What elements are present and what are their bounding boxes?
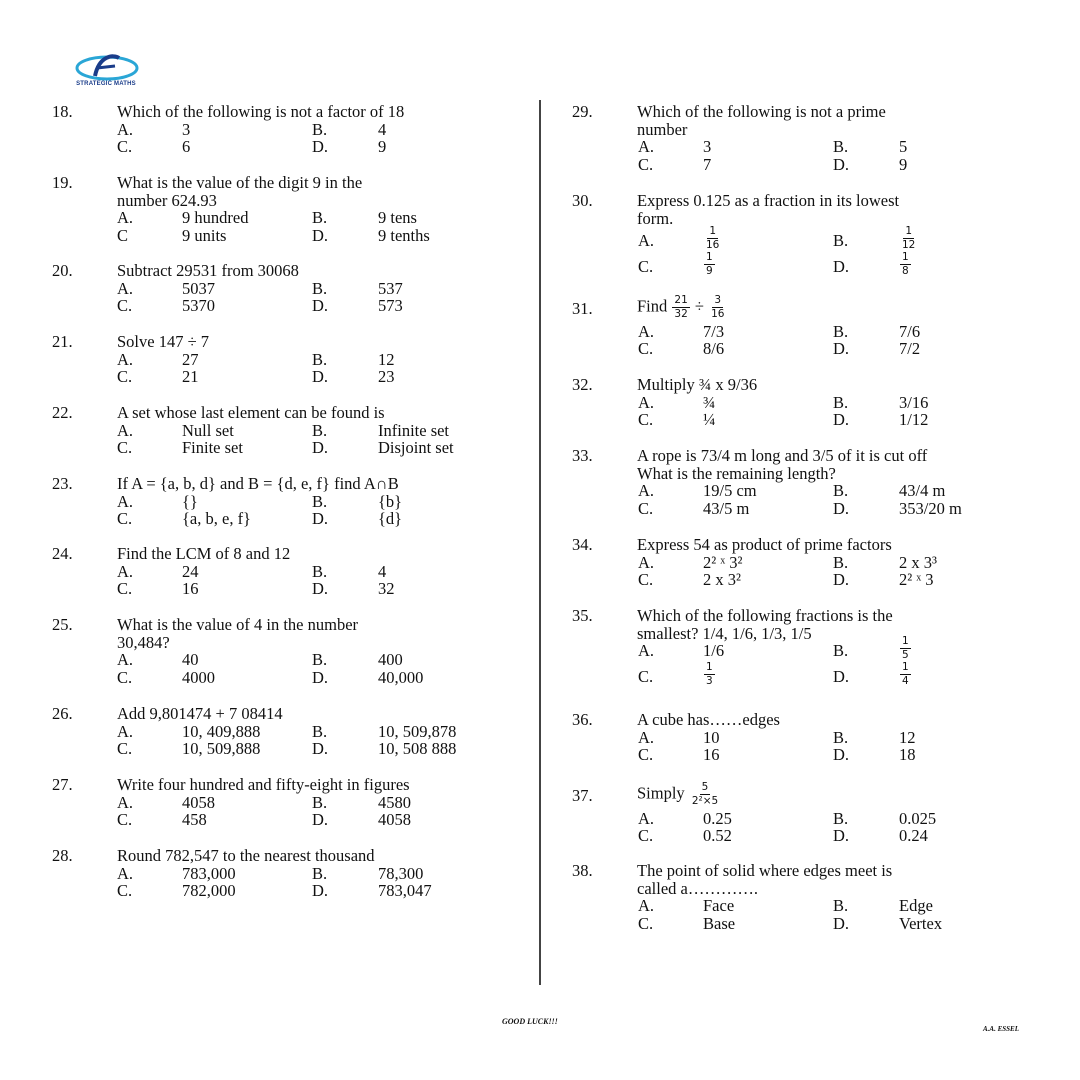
option-letter: D.	[833, 154, 850, 174]
option-letter: A.	[638, 641, 655, 661]
question-text: Find the LCM of 8 and 12	[117, 544, 291, 563]
option-letter: C.	[117, 137, 133, 157]
option-letter: A.	[638, 321, 655, 341]
option-letter: B.	[833, 808, 849, 828]
option-value: Base	[703, 913, 736, 933]
option-letter: D.	[312, 225, 329, 245]
logo	[57, 50, 155, 94]
question-number: 30.	[572, 191, 593, 210]
question-text: A rope is 73/4 m long and 3/5 of it is cut off	[637, 446, 928, 465]
fraction: $\frac{1}{3}$	[706, 661, 713, 688]
option-value: 10, 508 888	[378, 739, 457, 759]
option-letter: A.	[638, 808, 655, 828]
option-value: 40	[182, 650, 199, 670]
option-letter: D.	[312, 667, 329, 687]
option-value: 19/5 cm	[703, 481, 757, 501]
option-letter: C.	[638, 667, 654, 687]
option-letter: B.	[833, 481, 849, 501]
option-letter: D.	[833, 667, 850, 687]
option-letter: C.	[117, 881, 133, 901]
option-value: {}	[182, 491, 198, 511]
option-letter: D.	[833, 339, 850, 359]
question-text: A set whose last element can be found is	[117, 403, 385, 422]
option-letter: A.	[117, 863, 134, 883]
option-letter: C.	[638, 154, 654, 174]
option-value	[703, 662, 716, 687]
question-text: Express 54 as product of prime factors	[637, 535, 892, 554]
option-value: 9 hundred	[182, 208, 249, 228]
option-value: 16	[182, 579, 199, 599]
option-value: 4580	[378, 792, 411, 812]
option-letter: C.	[638, 913, 654, 933]
question-text: Which of the following is not a prime	[637, 102, 886, 121]
option-value: 400	[378, 650, 403, 670]
option-letter: A.	[117, 420, 134, 440]
option-letter: B.	[833, 321, 849, 341]
question-text: Multiply ¾ x 9/36	[637, 375, 758, 394]
question-text: 30,484?	[117, 632, 170, 652]
option-value: Vertex	[899, 913, 943, 933]
option-value: 32	[378, 579, 395, 599]
option-letter: B.	[833, 641, 849, 661]
option-letter: D.	[833, 257, 850, 277]
option-value: 2² ˣ 3	[899, 570, 934, 590]
option-value: 9 units	[182, 225, 227, 245]
option-letter: D.	[312, 438, 329, 458]
option-value: 782,000	[182, 881, 236, 901]
option-letter: A.	[638, 896, 655, 916]
option-value: 12	[899, 727, 916, 747]
question-text: Round 782,547 to the nearest thousand	[117, 846, 375, 865]
option-letter: C.	[117, 579, 133, 599]
option-value: {a, b, e, f}	[182, 509, 251, 529]
option-value: 18	[899, 745, 916, 765]
option-value: 24	[182, 561, 199, 581]
option-value: 7/2	[899, 339, 921, 359]
option-value: {d}	[378, 509, 403, 529]
option-value: 9 tens	[378, 208, 417, 228]
option-letter: B.	[312, 561, 328, 581]
option-value: 2 x 3²	[703, 570, 741, 590]
option-value: 3	[703, 137, 712, 157]
option-letter: D.	[312, 509, 329, 529]
option-letter: C.	[638, 339, 654, 359]
option-value: 8/6	[703, 339, 725, 359]
option-letter: A.	[638, 392, 655, 412]
option-letter: D.	[312, 810, 329, 830]
option-value: 2² ˣ 3²	[703, 552, 743, 572]
option-value: 1/6	[703, 641, 725, 661]
option-letter: A.	[638, 727, 655, 747]
option-value: 5370	[182, 296, 215, 316]
option-letter: C.	[117, 739, 133, 759]
option-value	[899, 662, 912, 687]
option-value: 537	[378, 278, 403, 298]
question-text: Which of the following is not a factor of 18	[117, 102, 405, 121]
question-text: Write four hundred and fifty-eight in figures	[117, 775, 410, 794]
option-value: 4000	[182, 667, 215, 687]
option-letter: D.	[312, 881, 329, 901]
question-number: 35.	[572, 606, 593, 625]
option-letter: D.	[312, 296, 329, 316]
option-letter: A.	[117, 792, 134, 812]
question-text: What is the remaining length?	[637, 463, 836, 483]
option-letter: B.	[312, 863, 328, 883]
option-value: {b}	[378, 491, 403, 511]
option-value: 12	[378, 349, 395, 369]
option-value	[703, 226, 722, 251]
option-value: 7/3	[703, 321, 725, 341]
question-number: 24.	[52, 544, 73, 563]
option-letter: C.	[117, 810, 133, 830]
question-number: 31.	[572, 299, 593, 318]
option-letter: A.	[638, 552, 655, 572]
fraction: $\frac{1}{8}$	[902, 251, 909, 278]
option-value: 783,000	[182, 863, 236, 883]
option-value: 40,000	[378, 667, 424, 687]
option-letter: A.	[638, 137, 655, 157]
option-value: 7/6	[899, 321, 921, 341]
question-number: 27.	[52, 775, 73, 794]
option-letter: B.	[833, 392, 849, 412]
option-value	[899, 636, 912, 661]
option-letter: B.	[312, 349, 328, 369]
option-letter: A.	[117, 650, 134, 670]
option-letter: A.	[117, 119, 134, 139]
option-value: 5037	[182, 278, 215, 298]
logo-text: STRATEGIC MATHS	[76, 81, 136, 87]
question-text: What is the value of the digit 9 in the	[117, 173, 363, 192]
option-value: 7	[703, 154, 712, 174]
option-value: 4058	[182, 792, 215, 812]
question-number: 34.	[572, 535, 593, 554]
option-value: 3	[182, 119, 191, 139]
option-value: 4	[378, 119, 387, 139]
option-letter: C.	[117, 438, 133, 458]
option-value	[899, 252, 912, 277]
fraction: $\frac{1}{16}$	[706, 225, 720, 252]
question-text: What is the value of 4 in the number	[117, 615, 359, 634]
option-value: Finite set	[182, 438, 243, 458]
option-letter: A.	[117, 349, 134, 369]
question-text: The point of solid where edges meet is	[637, 861, 893, 880]
question-number: 37.	[572, 786, 593, 805]
option-letter: D.	[833, 410, 850, 430]
column-divider	[539, 100, 541, 985]
option-value: 4058	[378, 810, 411, 830]
option-value: ¼	[703, 410, 716, 430]
option-value: 21	[182, 367, 199, 387]
option-letter: C.	[638, 498, 654, 518]
question-text: Simply $\frac{5}{\text{2²×5}}$	[637, 781, 719, 807]
option-value: 16	[703, 745, 720, 765]
option-value: 353/20 m	[899, 498, 962, 518]
option-value: 78,300	[378, 863, 424, 883]
option-value: 4	[378, 561, 387, 581]
option-letter: C.	[117, 296, 133, 316]
option-letter: B.	[312, 721, 328, 741]
fraction: $\frac{1}{9}$	[706, 251, 713, 278]
option-value: 9	[378, 137, 387, 157]
question-text: called a………….	[637, 878, 758, 898]
option-value: 10	[703, 727, 720, 747]
question-number: 29.	[572, 102, 593, 121]
question-text: Solve 147 ÷ 7	[117, 332, 210, 351]
option-value: Infinite set	[378, 420, 450, 440]
option-letter: C.	[638, 570, 654, 590]
question-number: 21.	[52, 332, 73, 351]
option-letter: D.	[312, 137, 329, 157]
option-letter: B.	[312, 491, 328, 511]
option-value: 6	[182, 137, 191, 157]
fraction: $\frac{1}{12}$	[902, 225, 916, 252]
option-value: Null set	[182, 420, 234, 440]
option-letter: D.	[833, 570, 850, 590]
option-letter: B.	[833, 896, 849, 916]
option-letter: C.	[638, 257, 654, 277]
option-letter: D.	[833, 498, 850, 518]
option-letter: D.	[312, 739, 329, 759]
question-number: 26.	[52, 704, 73, 723]
question-text: Subtract 29531 from 30068	[117, 261, 299, 280]
option-letter: A.	[117, 721, 134, 741]
fraction: $\frac{1}{4}$	[902, 661, 909, 688]
fraction: $\frac{5}{\text{2²×5}}$	[691, 781, 719, 807]
option-letter: B.	[312, 420, 328, 440]
option-letter: A.	[117, 561, 134, 581]
option-value: 1/12	[899, 410, 929, 430]
footer-message: GOOD LUCK!!!	[502, 1017, 558, 1026]
option-value: 9	[899, 154, 908, 174]
option-letter: B.	[833, 552, 849, 572]
option-value: 10, 409,888	[182, 721, 261, 741]
option-value: Face	[703, 896, 735, 916]
option-letter: B.	[312, 650, 328, 670]
question-number: 32.	[572, 375, 593, 394]
question-number: 23.	[52, 474, 73, 493]
option-letter: D.	[833, 826, 850, 846]
option-value: 5	[899, 137, 908, 157]
option-value: 9 tenths	[378, 225, 430, 245]
option-value: 23	[378, 367, 395, 387]
option-letter: B.	[312, 208, 328, 228]
option-value: 10, 509,888	[182, 739, 261, 759]
option-value: 458	[182, 810, 207, 830]
option-value: 27	[182, 349, 199, 369]
question-text: number	[637, 119, 688, 139]
option-value: 0.52	[703, 826, 732, 846]
question-number: 28.	[52, 846, 73, 865]
option-value: 2 x 3³	[899, 552, 937, 572]
option-letter: C.	[117, 509, 133, 529]
option-value: 43/4 m	[899, 481, 946, 501]
option-letter: C.	[638, 410, 654, 430]
option-letter: B.	[833, 727, 849, 747]
question-number: 20.	[52, 261, 73, 280]
option-letter: D.	[833, 913, 850, 933]
logo-icon	[57, 50, 155, 84]
option-letter: B.	[833, 137, 849, 157]
question-text: Which of the following fractions is the	[637, 606, 893, 625]
option-letter: C.	[117, 667, 133, 687]
fraction: $\frac{3}{16}$	[711, 294, 725, 320]
option-letter: B.	[312, 792, 328, 812]
question-text: A cube has……edges	[637, 710, 780, 729]
option-value: ¾	[703, 392, 716, 412]
option-value: 0.25	[703, 808, 732, 828]
option-letter: A.	[117, 491, 134, 511]
question-text: Find $\frac{21}{32}$ ÷ $\frac{3}{16}$	[637, 294, 725, 320]
option-letter: D.	[312, 367, 329, 387]
question-text: smallest? 1/4, 1/6, 1/3, 1/5	[637, 623, 812, 643]
option-value: 0.24	[899, 826, 928, 846]
question-text: Add 9,801474 + 7 08414	[117, 704, 283, 723]
question-number: 25.	[52, 615, 73, 634]
option-letter: C.	[117, 367, 133, 387]
question-number: 36.	[572, 710, 593, 729]
option-letter: B.	[833, 231, 849, 251]
option-letter: A.	[117, 208, 134, 228]
footer-author: A.A. ESSEL	[983, 1025, 1019, 1033]
option-letter: B.	[312, 119, 328, 139]
question-number: 18.	[52, 102, 73, 121]
question-number: 33.	[572, 446, 593, 465]
question-number: 38.	[572, 861, 593, 880]
question-text: form.	[637, 208, 674, 228]
option-value: 783,047	[378, 881, 432, 901]
option-value: Edge	[899, 896, 933, 916]
option-letter: C.	[638, 826, 654, 846]
question-number: 19.	[52, 173, 73, 192]
option-letter: D.	[312, 579, 329, 599]
question-text: number 624.93	[117, 190, 217, 210]
option-value	[899, 226, 918, 251]
option-letter: C.	[638, 745, 654, 765]
fraction: $\frac{1}{5}$	[902, 635, 909, 662]
option-letter: A.	[117, 278, 134, 298]
option-letter: B.	[312, 278, 328, 298]
question-text: If A = {a, b, d} and B = {d, e, f} find A∩B	[117, 474, 399, 493]
option-value: 573	[378, 296, 403, 316]
question-text: Express 0.125 as a fraction in its lowest	[637, 191, 900, 210]
option-value: 43/5 m	[703, 498, 750, 518]
option-value: Disjoint set	[378, 438, 454, 458]
option-letter: D.	[833, 745, 850, 765]
fraction: $\frac{21}{32}$	[674, 294, 688, 320]
option-letter: C	[117, 225, 129, 245]
option-value: 3/16	[899, 392, 929, 412]
option-letter: A.	[638, 481, 655, 501]
option-value: 0.025	[899, 808, 937, 828]
option-value	[703, 252, 716, 277]
question-number: 22.	[52, 403, 73, 422]
option-letter: A.	[638, 231, 655, 251]
option-value: 10, 509,878	[378, 721, 457, 741]
